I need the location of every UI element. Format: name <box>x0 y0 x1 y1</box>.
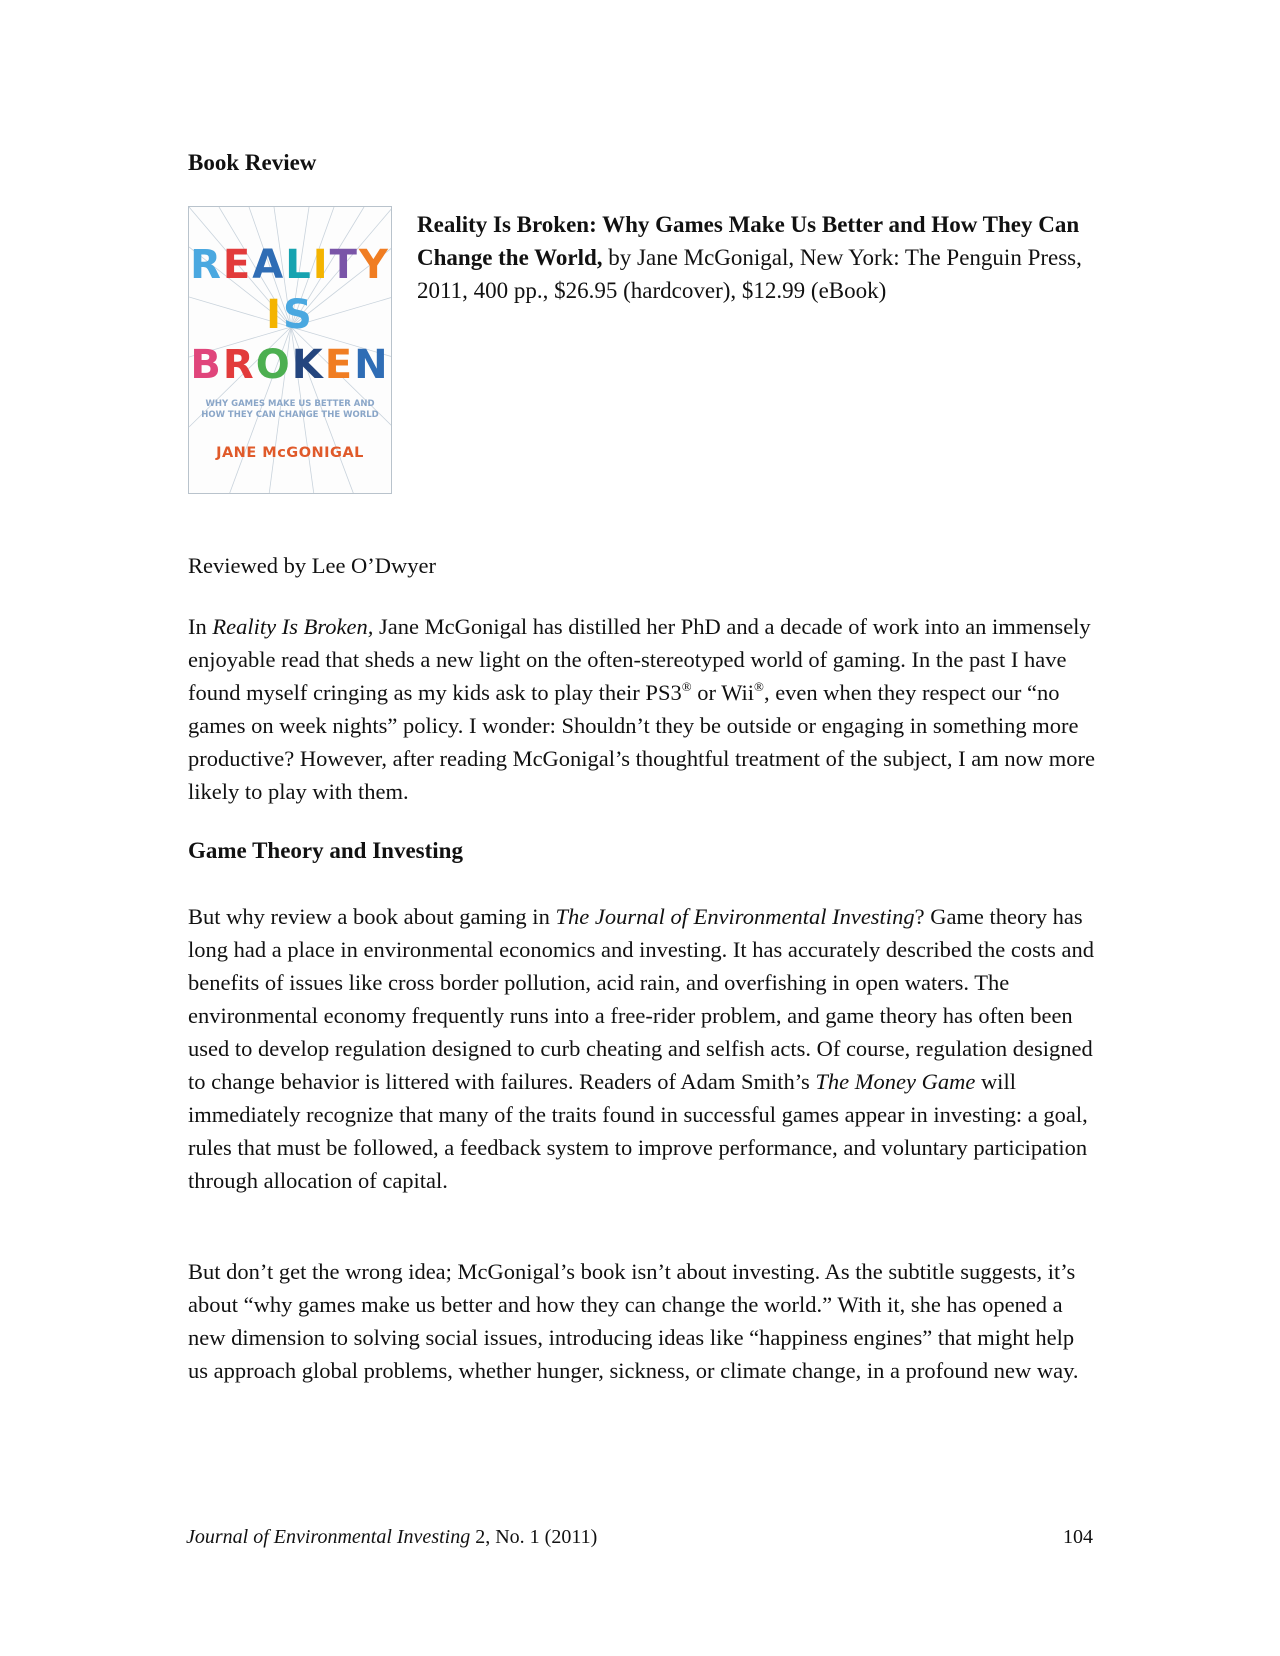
cover-subtitle-line2: HOW THEY CAN CHANGE THE WORLD <box>201 410 379 420</box>
paragraph-intro: In Reality Is Broken, Jane McGonigal has distilled her PhD and a decade of work into an immensely enjoyable read that sheds a new light on the often-stereotyped world of gaming. In the past I have found myself cringing as my kids ask to play their PS3® or Wii®, even when they respect our “no games on week nights” policy. I wonder: Shouldn’t they be outside or engaging in something more productive? However, after reading McGonigal’s thoughtful treatment of the subject, I am now more likely to play with them. <box>188 614 1095 804</box>
book-details: by Jane McGonigal, New York: The Penguin Press, 2011, 400 pp., $26.95 (hardcover), $12.99 (eBook) <box>417 245 1082 303</box>
cover-author: JANE McGONIGAL <box>216 445 364 461</box>
cover-title-is: IS <box>266 292 314 338</box>
registered-mark: ® <box>754 679 764 694</box>
book-cover-image <box>188 206 392 494</box>
money-game-title-italic: The Money Game <box>815 1069 976 1094</box>
paragraph-conclusion: But don’t get the wrong idea; McGonigal’s book isn’t about investing. As the subtitle suggests, it’s about “why games make us better and how they can change the world.” With it, she has opened a new dimension to solving social issues, introducing ideas like “happiness engines” that might help us approach global problems, whether hunger, sickness, or climate change, in a profound new way. <box>188 1259 1079 1383</box>
page-number: 104 <box>1063 1526 1093 1548</box>
paragraph-game-theory: But why review a book about gaming in The Journal of Environmental Investing? Game theory has long had a place in environmental economics and investing. It has accurately described the costs and benefits of issues like cross border pollution, acid rain, and overfishing in open waters. The environmental economy frequently runs into a free-rider problem, and game theory has often been used to develop regulation designed to curb cheating and selfish acts. Of course, regulation designed to change behavior is littered with failures. Readers of Adam Smith’s The Money Game will immediately recognize that many of the traits found in successful games appear in investing: a goal, rules that must be followed, a feedback system to improve performance, and voluntary participation through allocation of capital. <box>188 904 1094 1193</box>
section-heading-game-theory: Game Theory and Investing <box>188 838 463 863</box>
journal-title-italic: The Journal of Environmental Investing <box>555 904 915 929</box>
book-title: Reality Is Broken: Why Games Make Us Better and How They Can Change the World, <box>417 212 1080 270</box>
book-title-italic: Reality Is Broken, <box>212 614 374 639</box>
reviewer-line: Reviewed by Lee O’Dwyer <box>188 553 437 578</box>
cover-title-reality: REALITY <box>190 242 390 288</box>
cover-subtitle-line1: WHY GAMES MAKE US BETTER AND <box>205 399 375 409</box>
registered-mark: ® <box>681 679 692 694</box>
cover-title-broken: BROKEN <box>190 342 390 388</box>
footer-journal-citation: Journal of Environmental Investing 2, No. 1 (2011) <box>186 1526 598 1548</box>
book-citation <box>417 208 1107 307</box>
section-heading-book-review: Book Review <box>188 150 317 175</box>
